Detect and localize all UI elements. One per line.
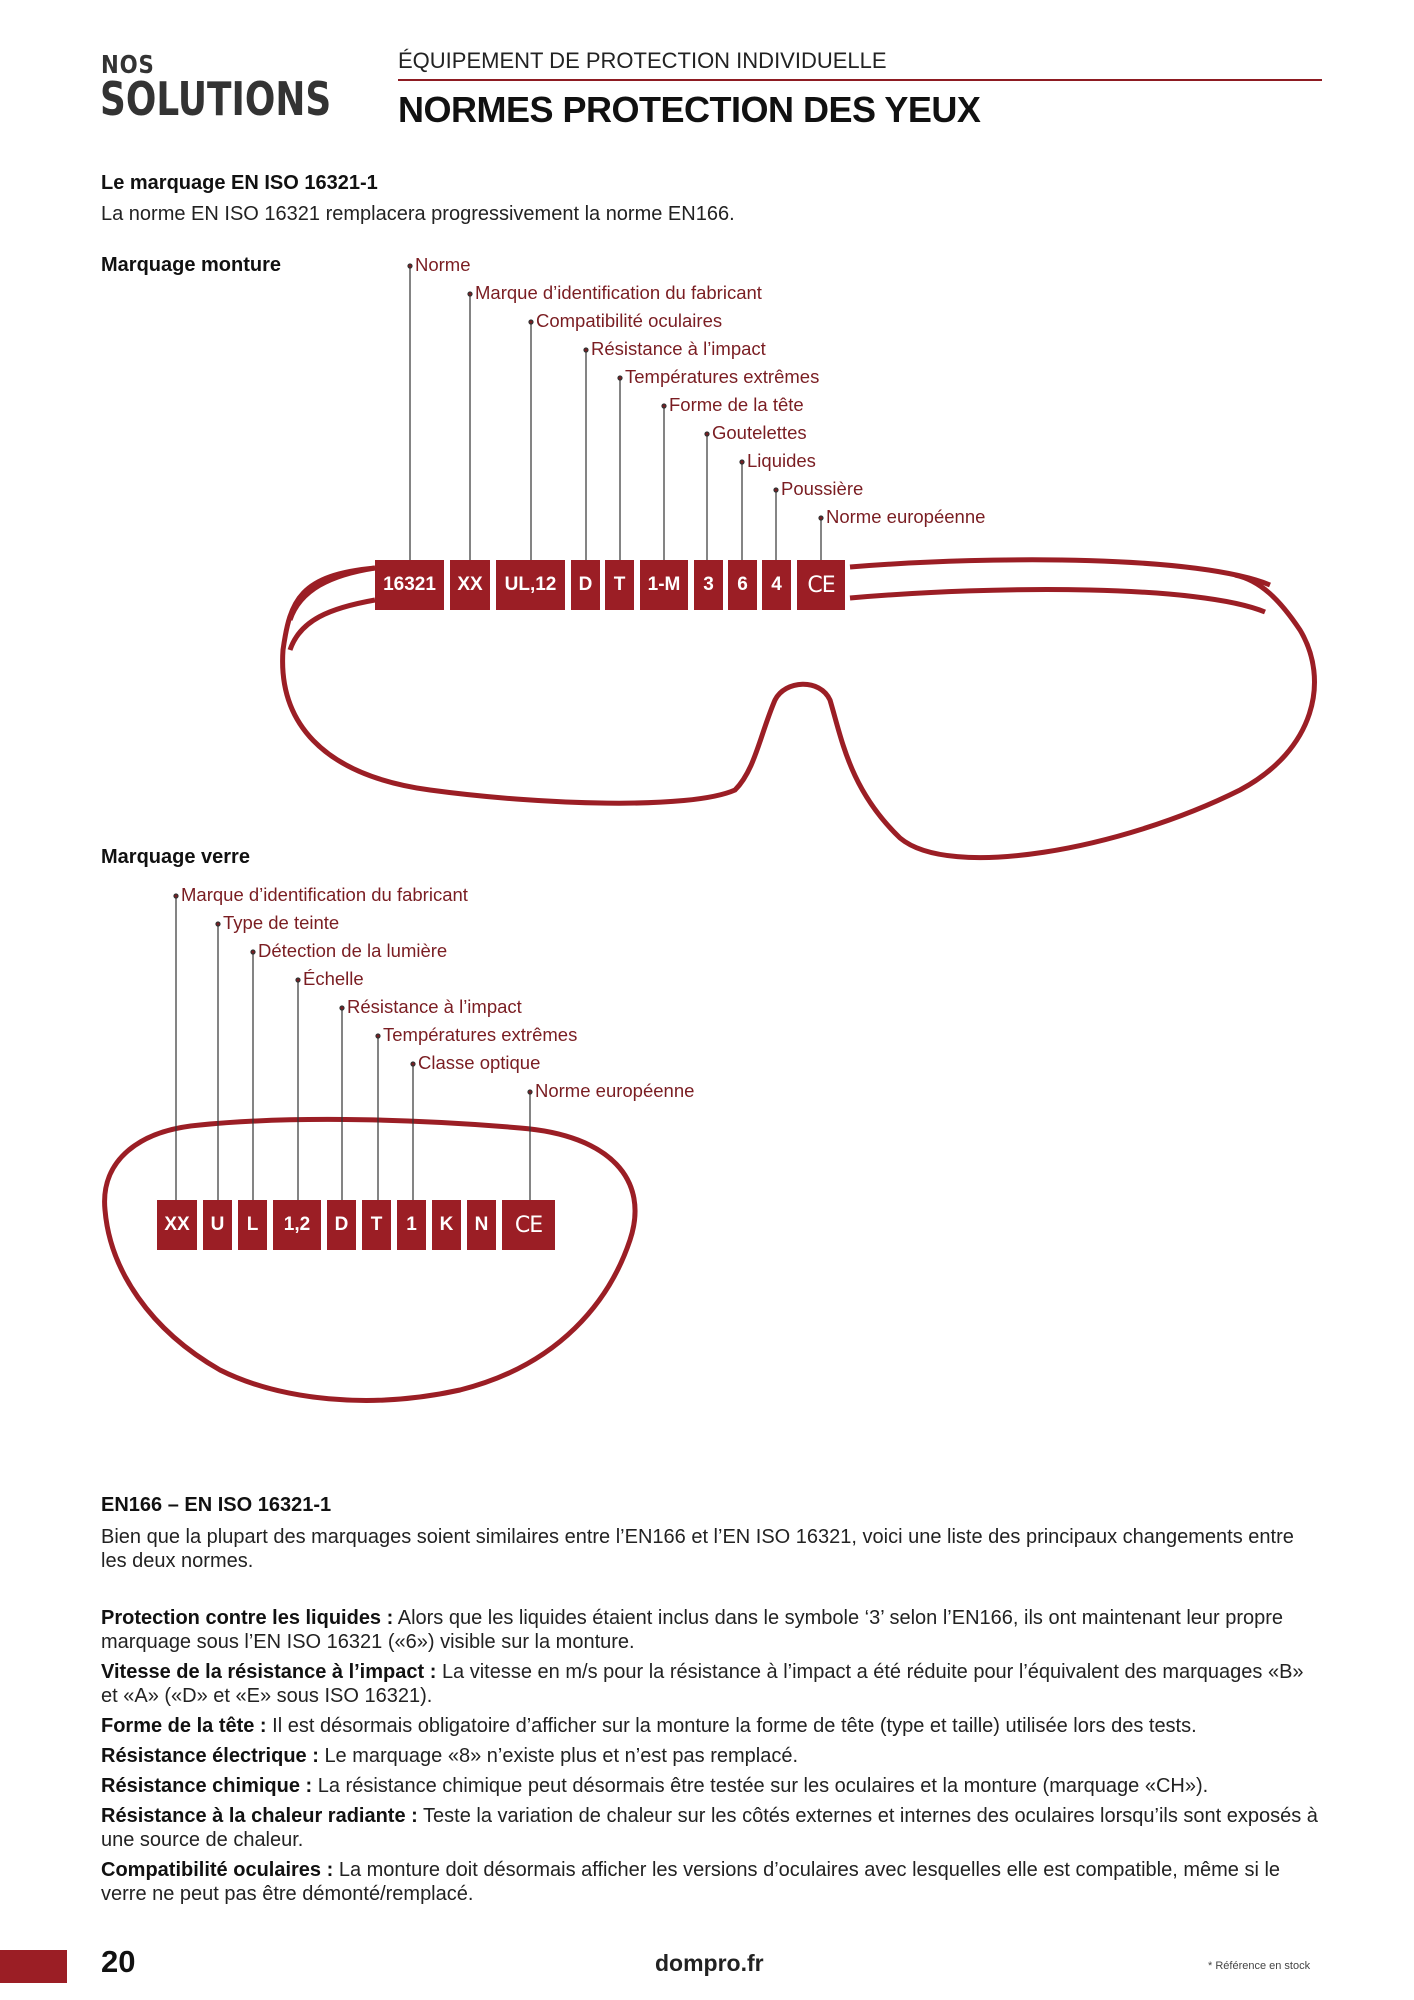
frame-label-norme: Norme — [415, 254, 471, 275]
lens-code-box: XX — [157, 1200, 197, 1250]
lens-label-teinte: Type de teinte — [223, 912, 340, 933]
lens-label-classe-optique: Classe optique — [418, 1052, 541, 1073]
frame-code-box: 4 — [762, 560, 791, 610]
lens-label-detection: Détection de la lumière — [258, 940, 448, 961]
list-item-term: Vitesse de la résistance à l’impact : — [101, 1661, 437, 1683]
goggles-strap-line-2 — [850, 590, 1265, 612]
header-subtitle: ÉQUIPEMENT DE PROTECTION INDIVIDUELLE — [398, 48, 887, 73]
frame-code-box: 6 — [728, 560, 757, 610]
lens-label-echelle: Échelle — [303, 968, 364, 989]
list-item-desc: Teste la variation de chaleur sur les côtés externes et internes des oculaires lorsqu’ils sont exposés à une source de chaleur. — [101, 1805, 1318, 1851]
lens-code-box: T — [362, 1200, 391, 1250]
intro-title: Le marquage EN ISO 16321-1 — [101, 172, 378, 194]
frame-label-goutelettes: Goutelettes — [712, 422, 807, 443]
list-item-desc: La monture doit désormais afficher les versions d’oculaires avec lesquelles elle est compatible, même si le verre ne peut pas être démonté/remplacé. — [101, 1859, 1281, 1905]
site-link[interactable]: dompro.fr — [655, 1950, 764, 1976]
frame-label-fabricant: Marque d’identification du fabricant — [475, 282, 762, 303]
changes-list — [101, 1606, 1323, 1912]
frame-code-box: 16321 — [375, 560, 444, 610]
lens-label-impact: Résistance à l’impact — [347, 996, 522, 1017]
frame-code-box: UL,12 — [496, 560, 565, 610]
frame-label-forme-tete: Forme de la tête — [669, 394, 804, 415]
intro-text: La norme EN ISO 16321 remplacera progressivement la norme EN166. — [101, 203, 735, 225]
lens-code-box: 1 — [397, 1200, 426, 1250]
frame-marking-title: Marquage monture — [101, 254, 282, 276]
list-item-desc: Le marquage «8» n’existe plus et n’est pas remplacé. — [324, 1745, 799, 1767]
goggles-strap-line-3 — [290, 600, 375, 650]
list-item-term: Résistance à la chaleur radiante : — [101, 1805, 418, 1827]
comparison-intro: Bien que la plupart des marquages soient similaires entre l’EN166 et l’EN ISO 16321, voici une liste des principaux changements entre les deux normes. — [101, 1526, 1294, 1572]
list-item — [101, 1606, 1323, 1654]
lens-code-box: N — [467, 1200, 496, 1250]
goggles-frame-outline — [283, 568, 1315, 858]
lens-outline — [105, 1119, 635, 1400]
list-item-term: Résistance chimique : — [101, 1775, 313, 1797]
lens-code-box: L — [238, 1200, 267, 1250]
frame-label-impact: Résistance à l’impact — [591, 338, 766, 359]
list-item-term: Compatibilité oculaires : — [101, 1859, 334, 1881]
ce-mark-icon: CE — [797, 560, 845, 610]
list-item-desc: La résistance chimique peut désormais être testée sur les oculaires et la monture (marquage «CH»). — [317, 1775, 1209, 1797]
frame-code-box: 1-M — [640, 560, 688, 610]
frame-label-compatibilite: Compatibilité oculaires — [536, 310, 723, 331]
list-item-term: Forme de la tête : — [101, 1715, 267, 1737]
list-item-desc: La vitesse en m/s pour la résistance à l’impact a été réduite pour l’équivalent des marquages «B» et «A» («D» et «E» sous ISO 16321). — [101, 1661, 1304, 1707]
lens-label-temperatures: Températures extrêmes — [383, 1024, 578, 1045]
frame-code-box: 3 — [694, 560, 723, 610]
ce-mark-icon: CE — [502, 1200, 555, 1250]
list-item — [101, 1744, 1323, 1768]
lens-code-box: K — [432, 1200, 461, 1250]
lens-label-fabricant: Marque d’identification du fabricant — [181, 884, 468, 905]
list-item — [101, 1774, 1323, 1798]
lens-label-norme-europeenne: Norme européenne — [535, 1080, 695, 1101]
lens-marking-title: Marquage verre — [101, 846, 250, 868]
lens-code-box: U — [203, 1200, 232, 1250]
frame-code-box: D — [571, 560, 600, 610]
list-item-term: Protection contre les liquides : — [101, 1607, 394, 1629]
list-item — [101, 1714, 1323, 1738]
list-item — [101, 1804, 1323, 1852]
list-item — [101, 1858, 1323, 1906]
list-item-desc: Alors que les liquides étaient inclus dans le symbole ‘3’ selon l’EN166, ils ont maintenant leur propre marquage sous l’EN ISO 16321 («6») visible sur la monture. — [101, 1607, 1284, 1653]
footer-note: * Référence en stock — [1208, 1960, 1311, 1972]
list-item-desc: Il est désormais obligatoire d’afficher sur la monture la forme de tête (type et taille) utilisée lors des tests. — [272, 1715, 1197, 1737]
lens-code-box: D — [327, 1200, 356, 1250]
frame-label-liquides: Liquides — [747, 450, 816, 471]
comparison-title: EN166 – EN ISO 16321-1 — [101, 1494, 332, 1516]
brand-line-1: NOS — [101, 50, 155, 79]
page-title: NORMES PROTECTION DES YEUX — [398, 89, 981, 130]
goggles-strap-line-1 — [850, 560, 1270, 585]
frame-label-poussiere: Poussière — [781, 478, 864, 499]
list-item — [101, 1660, 1323, 1708]
frame-code-box: T — [605, 560, 634, 610]
frame-code-box: XX — [450, 560, 490, 610]
footer-accent-bar — [0, 1950, 67, 1983]
lens-code-box: 1,2 — [273, 1200, 321, 1250]
brand-line-2: SOLUTIONS — [100, 72, 332, 126]
list-item-term: Résistance électrique : — [101, 1745, 319, 1767]
page-number: 20 — [101, 1944, 136, 1979]
frame-label-norme-europeenne: Norme européenne — [826, 506, 986, 527]
frame-label-temperatures: Températures extrêmes — [625, 366, 820, 387]
